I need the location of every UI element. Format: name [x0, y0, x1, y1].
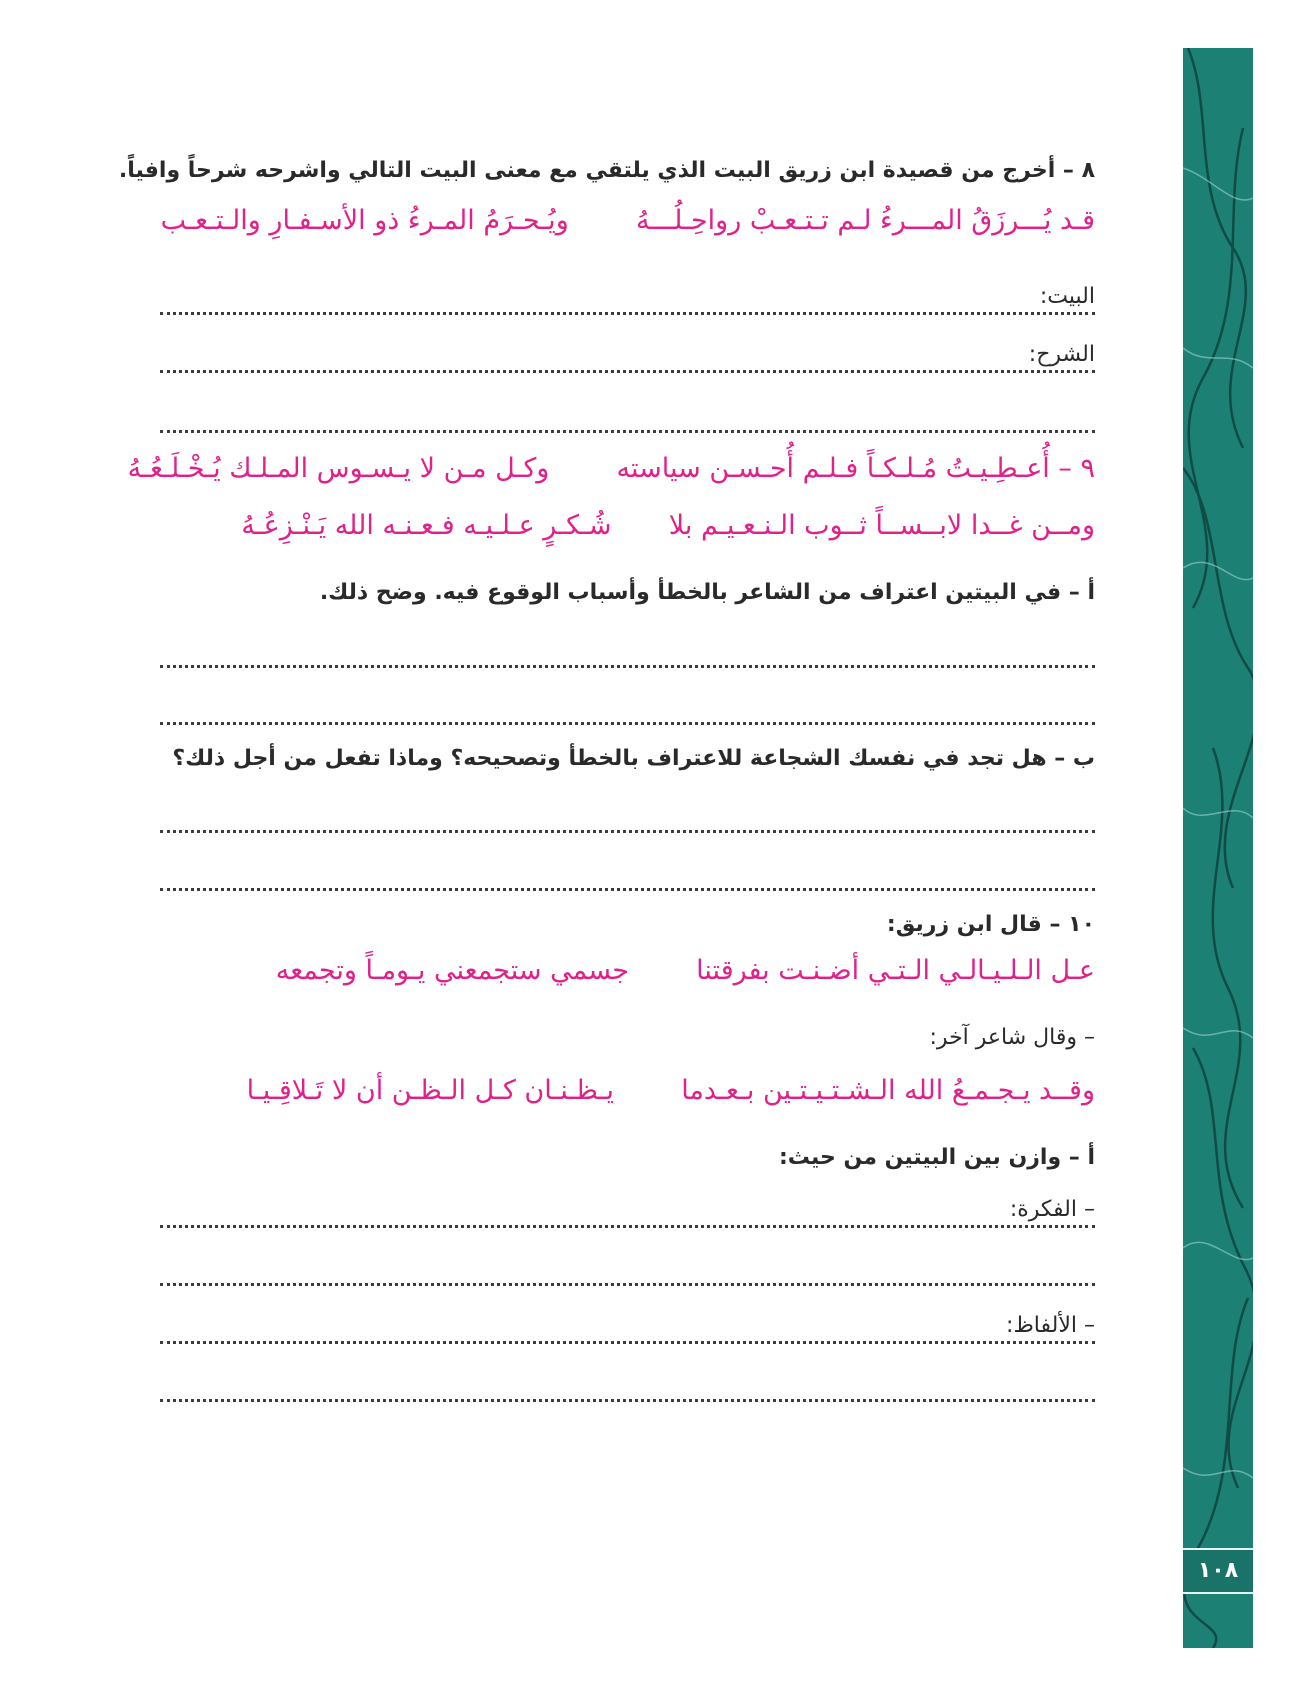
q8-line-label: البيت:	[1039, 284, 1095, 309]
page-number: ١٠٨	[1183, 1548, 1253, 1594]
q9-verse-1	[128, 453, 1095, 484]
q8-verse-second-hemistich: ويُـحـرَمُ المـرءُ ذو الأسـفـارِ والـتـعـب	[160, 205, 569, 236]
q9b-answer-2[interactable]	[160, 888, 1095, 891]
q10-part-a: أ – وازن بين البيتين من حيث:	[778, 1145, 1095, 1170]
q8-verse-first-hemistich: قـد يُـــرزَقُ المـــرءُ لـم تـتـعـبْ رواحِـلُـــهُ	[635, 205, 1095, 236]
q8-explain-answer-1[interactable]	[160, 370, 1095, 373]
q9-verse-2	[241, 510, 1095, 541]
q9b-answer-1[interactable]	[160, 830, 1095, 833]
q9a-answer-1[interactable]	[160, 665, 1095, 668]
q10-idea-label: – الفكرة:	[1009, 1197, 1095, 1222]
q10-verse2-first-hemistich: وقــد يـجـمـعُ الله الـشـتـيـتـين بـعـدما	[681, 1075, 1095, 1106]
q9a-answer-2[interactable]	[160, 722, 1095, 725]
q10-verse1-second-hemistich: جسمي ستجمعني يـومـاً وتجمعه	[275, 955, 629, 986]
q9-verse2-first-hemistich: ومــن غــدا لابــســاً ثــوب الـنـعـيـم بلا	[668, 510, 1095, 541]
q10-verse-1	[276, 955, 1095, 986]
q10-idea-answer-1[interactable]	[160, 1225, 1095, 1228]
q8-verse	[161, 205, 1095, 236]
q10-words-answer-1[interactable]	[160, 1341, 1095, 1344]
q10-words-label: – الألفاظ:	[1006, 1313, 1095, 1338]
q9-verse1-first-hemistich: ٩ – أُعـطِـيـتُ مُـلـكـاً فـلـم أُحـسـن سياسته	[616, 453, 1095, 484]
q9-verse1-second-hemistich: وكـل مـن لا يـسـوس المـلـك يُـخْـلَـعُـهُ	[127, 453, 550, 484]
q8-explain-label: الشرح:	[1028, 342, 1095, 367]
q10-prompt: ١٠ – قال ابن زريق:	[886, 912, 1095, 937]
q8-prompt: ٨ – أخرج من قصيدة ابن زريق البيت الذي يلتقي مع معنى البيت التالي واشرحه شرحاً وافياً.	[118, 158, 1095, 183]
q8-explain-answer-2[interactable]	[160, 430, 1095, 433]
q9-verse2-second-hemistich: شُـكـرٍ عـلـيـه فـعـنـه الله يَـنْـزِعُـهُ	[241, 510, 612, 541]
q10-idea-answer-2[interactable]	[160, 1283, 1095, 1286]
q9-part-a: أ – في البيتين اعتراف من الشاعر بالخطأ وأسباب الوقوع فيه. وضح ذلك.	[319, 580, 1095, 605]
q8-line-answer[interactable]	[160, 312, 1095, 315]
q10-words-answer-2[interactable]	[160, 1399, 1095, 1402]
q10-other-poet: – وقال شاعر آخر:	[929, 1025, 1095, 1050]
q10-verse-2	[247, 1075, 1095, 1106]
q10-verse1-first-hemistich: عـل الـلـيـالـي الـتـي أضـنـت بفرقتنا	[696, 955, 1095, 986]
q9-part-b: ب – هل تجد في نفسك الشجاعة للاعتراف بالخطأ وتصحيحه؟ وماذا تفعل من أجل ذلك؟	[172, 746, 1095, 771]
q10-verse2-second-hemistich: يـظـنـان كـل الـظـن أن لا تَـلاقِـيـا	[246, 1075, 615, 1106]
worksheet	[118, 0, 1150, 1693]
decorative-sidebar	[1183, 48, 1253, 1648]
sidebar-pattern	[1183, 48, 1253, 1648]
